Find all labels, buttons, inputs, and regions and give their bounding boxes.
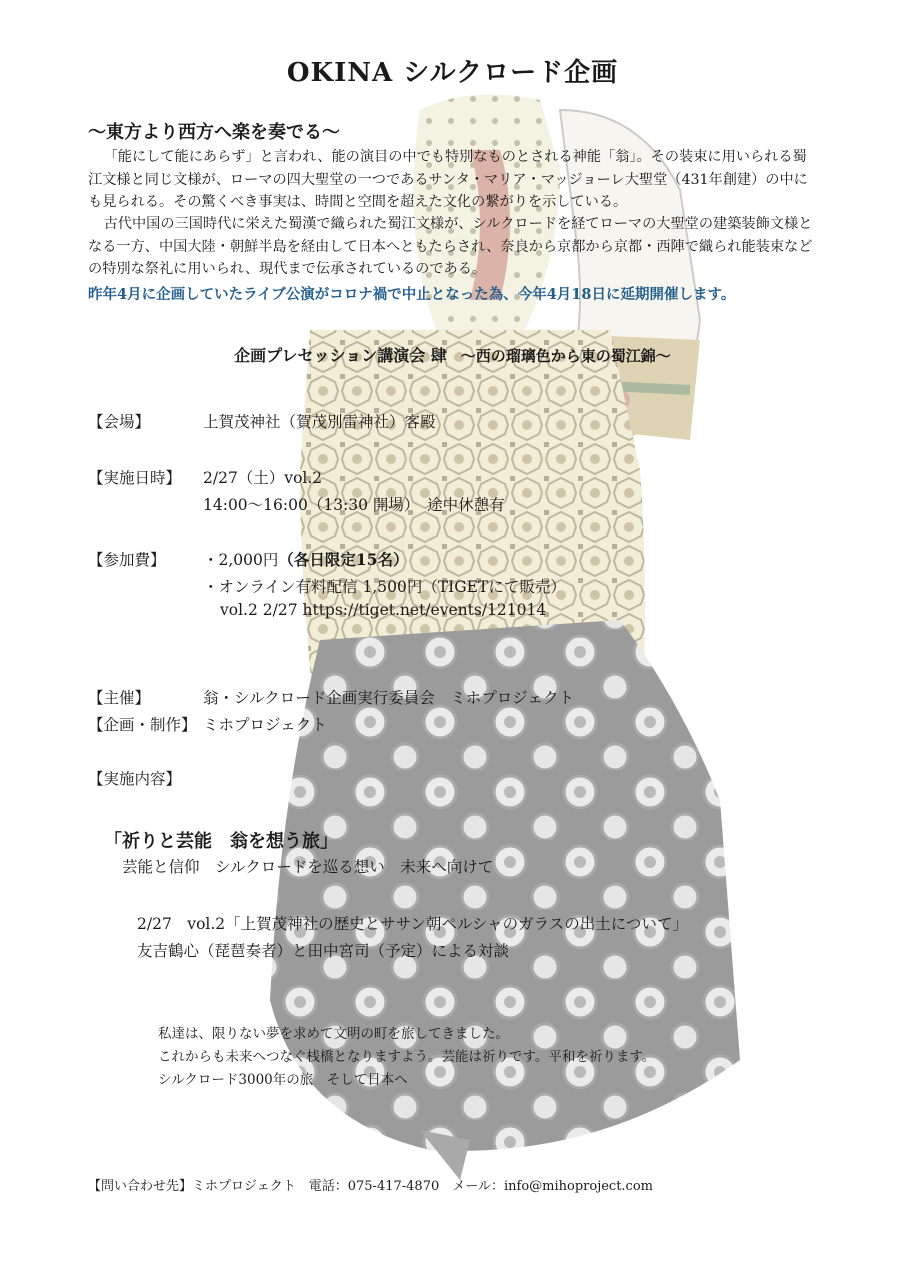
lecture-title: 企画プレセッション講演会 肆: [234, 346, 447, 365]
production-label: 【企画・制作】: [88, 716, 197, 734]
date-value: 2/27（土）vol.2: [203, 469, 323, 487]
message-line-3: シルクロード3000年の旅 そして日本へ: [158, 1072, 408, 1088]
venue-value: 上賀茂神社（賀茂別雷神社）客殿: [203, 413, 436, 431]
lecture-heading: [0, 343, 905, 366]
venue-label: 【会場】: [88, 413, 151, 431]
message-line-1: 私達は、限りない夢を求めて文明の町を旅してきました。: [158, 1026, 509, 1042]
host-value: 翁・シルクロード企画実行委員会 ミホプロジェクト: [203, 689, 574, 707]
fee-label: 【参加費】: [88, 551, 166, 569]
fee-online-link[interactable]: vol.2 2/27 https://tiget.net/events/121014: [220, 601, 547, 619]
content-label: 【実施内容】: [88, 770, 182, 788]
session-speakers: 友吉鶴心（琵琶奏者）と田中宮司（予定）による対談: [137, 942, 510, 960]
postponement-notice: 昨年4月に企画していたライブ公演がコロナ禍で中止となった為、今年4月18日に延期開催します。: [88, 286, 736, 303]
host-label: 【主催】: [88, 689, 151, 707]
message-line-2: これからも未来へつなぐ桟橋となりますよう。芸能は祈りです。平和を祈ります。: [158, 1049, 656, 1065]
lecture-subtitle: 〜西の瑠璃色から東の蜀江錦〜: [460, 347, 671, 365]
page-subtitle: 〜東方より西方へ楽を奏でる〜: [88, 122, 340, 143]
fee-in-person-limit: （各日限定15名）: [278, 550, 409, 569]
fee-in-person-price: ・2,000円: [203, 551, 279, 569]
page-title: OKINA シルクロード企画: [286, 58, 619, 88]
intro-paragraph-2: 古代中国の三国時代に栄えた蜀漢で織られた蜀江文様が、シルクロードを経てローマの大聖堂の建築装飾文様となる一方、中国大陸・朝鮮半島を経由して日本へともたらされ、奈良から京都から京都・西陣で織られ能装束などの特別な祭礼に用いられ、現代まで伝承されているのである。: [88, 216, 813, 277]
date-label: 【実施日時】: [88, 469, 182, 487]
fee-in-person: [203, 548, 408, 570]
contact-info: 【問い合わせ先】ミホプロジェクト 電話：075-417-4870 メール：info@mihoproject.com: [88, 1179, 653, 1194]
intro-paragraph-1: 「能にして能にあらず」と言われ、能の演目の中でも特別なものとされる神能「翁」。その装束に用いられる蜀江文様と同じ文様が、ローマの四大聖堂の一つであるサンタ・マリア・マッジョーレ大聖堂（431年創建）の中にも見られる。その驚くべき事実は、時間と空間を超えた文化の繋がりを示している。: [88, 149, 808, 210]
production-value: ミホプロジェクト: [203, 716, 327, 734]
session-title: 2/27 vol.2「上賀茂神社の歴史とササン朝ペルシャのガラスの出土について」: [137, 915, 688, 933]
program-title: 「祈りと芸能 翁を想う旅」: [104, 831, 338, 852]
time-value: 14:00〜16:00（13:30 開場） 途中休憩有: [203, 496, 505, 514]
program-subtitle: 芸能と信仰 シルクロードを巡る想い 未来へ向けて: [122, 858, 494, 876]
fee-online: ・オンライン有料配信 1,500円（TIGETにて販売）: [203, 578, 566, 596]
